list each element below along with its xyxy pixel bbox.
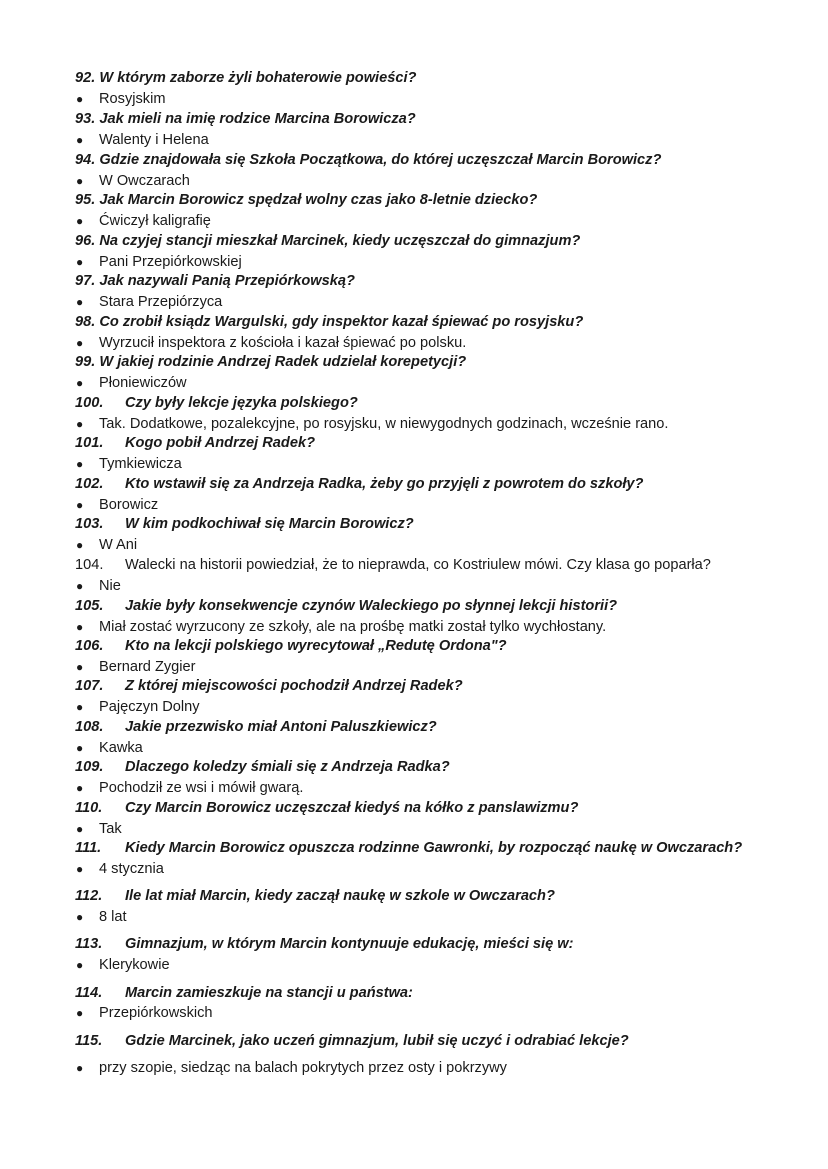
question-113: 113. Gimnazjum, w którym Marcin kontynuuje edukację, mieści się w: (75, 936, 574, 952)
answer-97: ● Stara Przepiórzyca (76, 294, 223, 310)
bullet-icon: ● (76, 214, 84, 228)
question-105: 105. Jakie były konsekwencje czynów Waleckiego po słynnej lekcji historii? (75, 598, 618, 614)
answer-94: ● W Owczarach (76, 173, 190, 189)
question-112: 112. Ile lat miał Marcin, kiedy zaczął naukę w szkole w Owczarach? (75, 888, 555, 904)
bullet-icon: ● (76, 1006, 84, 1020)
question-109: 109. Dlaczego koledzy śmiali się z Andrzeja Radka? (75, 759, 450, 775)
answer-95: ● Ćwiczył kaligrafię (76, 213, 211, 229)
bullet-icon: ● (76, 295, 84, 309)
bullet-icon: ● (76, 174, 84, 188)
answer-96: ● Pani Przepiórkowskiej (76, 254, 242, 270)
answer-104: ● Nie (76, 578, 121, 594)
bullet-icon: ● (76, 498, 84, 512)
question-108: 108. Jakie przezwisko miał Antoni Paluszkiewicz? (75, 719, 437, 735)
answer-105: ● Miał zostać wyrzucony ze szkoły, ale na prośbę matki został tylko wychłostany. (76, 619, 607, 635)
bullet-icon: ● (76, 417, 84, 431)
question-103: 103. W kim podkochiwał się Marcin Borowicz? (75, 516, 414, 532)
answer-111: ● 4 stycznia (76, 861, 164, 877)
answer-114: ● Przepiórkowskich (76, 1005, 213, 1021)
question-106: 106. Kto na lekcji polskiego wyrecytował „Redutę Ordona"? (75, 638, 507, 654)
question-102: 102. Kto wstawił się za Andrzeja Radka, żeby go przyjęli z powrotem do szkoły? (75, 476, 644, 492)
question-115: 115. Gdzie Marcinek, jako uczeń gimnazjum, lubił się uczyć i odrabiać lekcje? (75, 1033, 629, 1049)
question-99: 99. W jakiej rodzinie Andrzej Radek udzielał korepetycji? (75, 354, 467, 370)
answer-99: ● Płoniewiczów (76, 375, 187, 391)
bullet-icon: ● (76, 336, 84, 350)
answer-98: ● Wyrzucił inspektora z kościoła i kazał śpiewać po polsku. (76, 335, 467, 351)
bullet-icon: ● (76, 741, 84, 755)
bullet-icon: ● (76, 376, 84, 390)
question-94: 94. Gdzie znajdowała się Szkoła Początkowa, do której uczęszczał Marcin Borowicz? (75, 152, 662, 168)
question-92: 92. W którym zaborze żyli bohaterowie powieści? (75, 70, 417, 86)
answer-100: ● Tak. Dodatkowe, pozalekcyjne, po rosyjsku, w niewygodnych godzinach, wcześnie rano. (76, 416, 669, 432)
bullet-icon: ● (76, 92, 84, 106)
question-111: 111. Kiedy Marcin Borowicz opuszcza rodzinne Gawronki, by rozpocząć naukę w Owczarach? (75, 840, 743, 856)
bullet-icon: ● (76, 822, 84, 836)
answer-102: ● Borowicz (76, 497, 159, 513)
question-97: 97. Jak nazywali Panią Przepiórkowską? (75, 273, 355, 289)
bullet-icon: ● (76, 700, 84, 714)
bullet-icon: ● (76, 781, 84, 795)
bullet-icon: ● (76, 1061, 84, 1075)
bullet-icon: ● (76, 538, 84, 552)
answer-101: ● Tymkiewicza (76, 456, 182, 472)
bullet-icon: ● (76, 255, 84, 269)
bullet-icon: ● (76, 457, 84, 471)
answer-93: ● Walenty i Helena (76, 132, 209, 148)
bullet-icon: ● (76, 910, 84, 924)
answer-92: ● Rosyjskim (76, 91, 166, 107)
question-100: 100. Czy były lekcje języka polskiego? (75, 395, 358, 411)
bullet-icon: ● (76, 958, 84, 972)
bullet-icon: ● (76, 862, 84, 876)
answer-115: ● przy szopie, siedząc na balach pokrytych przez osty i pokrzywy (76, 1060, 507, 1076)
bullet-icon: ● (76, 660, 84, 674)
question-110: 110. Czy Marcin Borowicz uczęszczał kiedyś na kółko z panslawizmu? (75, 800, 579, 816)
question-98: 98. Co zrobił ksiądz Wargulski, gdy inspektor kazał śpiewać po rosyjsku? (75, 314, 584, 330)
answer-106: ● Bernard Zygier (76, 659, 196, 675)
question-107: 107. Z której miejscowości pochodził Andrzej Radek? (75, 678, 463, 694)
answer-110: ● Tak (76, 821, 122, 837)
answer-108: ● Kawka (76, 740, 143, 756)
answer-109: ● Pochodził ze wsi i mówił gwarą. (76, 780, 304, 796)
question-96: 96. Na czyjej stancji mieszkał Marcinek, kiedy uczęszczał do gimnazjum? (75, 233, 581, 249)
question-93: 93. Jak mieli na imię rodzice Marcina Borowicza? (75, 111, 416, 127)
bullet-icon: ● (76, 133, 84, 147)
answer-107: ● Pajęczyn Dolny (76, 699, 200, 715)
answer-103: ● W Ani (76, 537, 138, 553)
bullet-icon: ● (76, 579, 84, 593)
answer-112: ● 8 lat (76, 909, 127, 925)
question-101: 101. Kogo pobił Andrzej Radek? (75, 435, 315, 451)
question-104: 104. Walecki na historii powiedział, że to nieprawda, co Kostriulew mówi. Czy klasa go poparła? (75, 557, 711, 573)
question-114: 114. Marcin zamieszkuje na stancji u państwa: (75, 985, 413, 1001)
bullet-icon: ● (76, 620, 84, 634)
question-95: 95. Jak Marcin Borowicz spędzał wolny czas jako 8-letnie dziecko? (75, 192, 538, 208)
answer-113: ● Klerykowie (76, 957, 170, 973)
